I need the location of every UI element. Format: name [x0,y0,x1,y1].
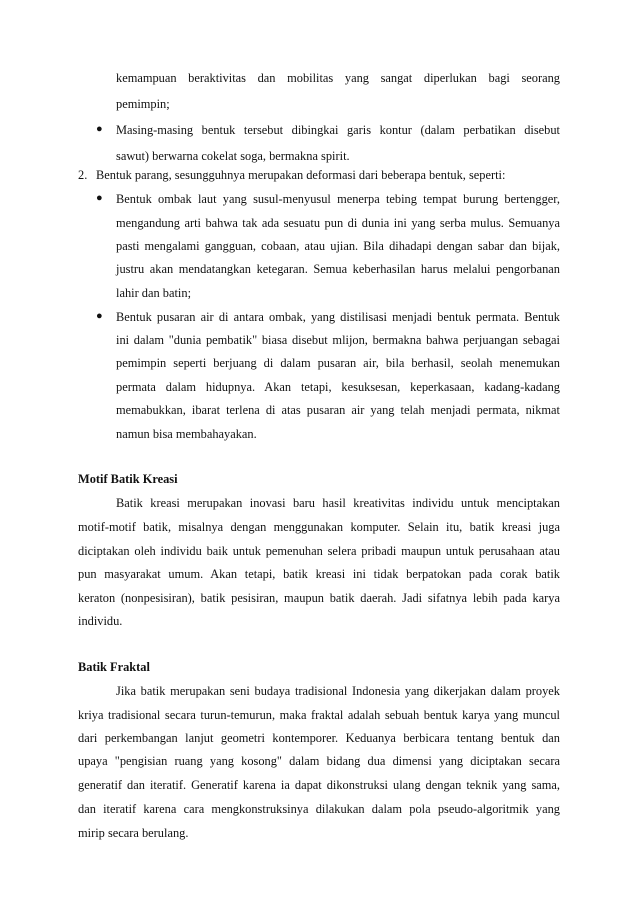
paragraph-line: kriya tradisional secara turun-temurun, maka fraktal adalah sebuah bentuk karya yang muncul [78,708,560,722]
bullet-icon: ● [96,192,103,204]
paragraph-line: motif-motif batik, misalnya dengan menggunakan komputer. Selain itu, batik kreasi juga [78,520,560,534]
paragraph-line: dan iteratif karena cara mengkonstruksinya dilakukan dalam pola pseudo-algoritmik yang [78,802,560,816]
paragraph-line: Bentuk ombak laut yang susul-menyusul menerpa tebing tempat burung bertengger, [116,192,560,206]
paragraph-line: generatif dan iteratif. Generatif karena ia dapat dikonstruksi ulang dengan teknik yang sama, [78,778,560,792]
paragraph-line: diciptakan oleh individu baik untuk pemenuhan selera pribadi maupun untuk perusahaan atau [78,544,560,558]
paragraph-line: dari perkembangan lanjut geometri kontemporer. Keduanya berbicara tentang bentuk dan [78,731,560,745]
paragraph-line: mengandung arti bahwa tak ada sesuatu pun di dunia ini yang serba mulus. Semuanya [116,216,560,230]
paragraph-line: individu. [78,614,123,628]
bullet-icon: ● [96,123,103,135]
paragraph-line: pun masyarakat umum. Akan tetapi, batik kreasi ini tidak berpatokan pada corak batik [78,567,560,581]
paragraph-line: mirip secara berulang. [78,826,189,840]
paragraph-line: pasti mengalami gangguan, cobaan, atau ujian. Bila dihadapi dengan sabar dan bijak, [116,239,560,253]
paragraph-line: pemimpin; [116,97,170,111]
bullet-icon: ● [96,310,103,322]
paragraph-line: keraton (nonpesisiran), batik pesisiran, maupun batik daerah. Jadi sifatnya lebih pada karya [78,591,560,605]
paragraph-line: namun bisa membahayakan. [116,427,257,441]
paragraph-line: justru akan mendatangkan ketegaran. Semua keberhasilan harus melalui pengorbanan [116,262,560,276]
paragraph-line: sawut) berwarna cokelat soga, bermakna spirit. [116,149,350,163]
paragraph-line: pemimpin seperti berjuang di dalam pusaran air, bila berhasil, seolah menemukan [116,356,560,370]
paragraph-line: permata dalam hidupnya. Akan tetapi, kesuksesan, keperkasaan, kadang-kadang [116,380,560,394]
paragraph-line: lahir dan batin; [116,286,192,300]
paragraph-line: Bentuk parang, sesungguhnya merupakan deformasi dari beberapa bentuk, seperti: [96,168,506,182]
paragraph-line: upaya "pengisian ruang yang kosong" dalam bidang dua dimensi yang diciptakan secara [78,754,560,768]
list-number: 2. [78,168,88,182]
section-heading: Motif Batik Kreasi [78,472,178,486]
paragraph-line: Masing-masing bentuk tersebut dibingkai garis kontur (dalam perbatikan disebut [116,123,560,137]
paragraph-line: Jika batik merupakan seni budaya tradisional Indonesia yang dikerjakan dalam proyek [116,684,560,698]
paragraph-line: kemampuan beraktivitas dan mobilitas yang sangat diperlukan bagi seorang [116,71,560,85]
paragraph-line: Bentuk pusaran air di antara ombak, yang distilisasi menjadi bentuk permata. Bentuk [116,310,560,324]
paragraph-line: memabukkan, ibarat terlena di atas pusaran air yang telah menjadi permata, nikmat [116,403,560,417]
section-heading: Batik Fraktal [78,660,150,674]
paragraph-line: ini dalam "dunia pembatik" biasa disebut mlijon, bermakna bahwa perjuangan sebagai [116,333,560,347]
paragraph-line: Batik kreasi merupakan inovasi baru hasil kreativitas individu untuk menciptakan [116,496,560,510]
